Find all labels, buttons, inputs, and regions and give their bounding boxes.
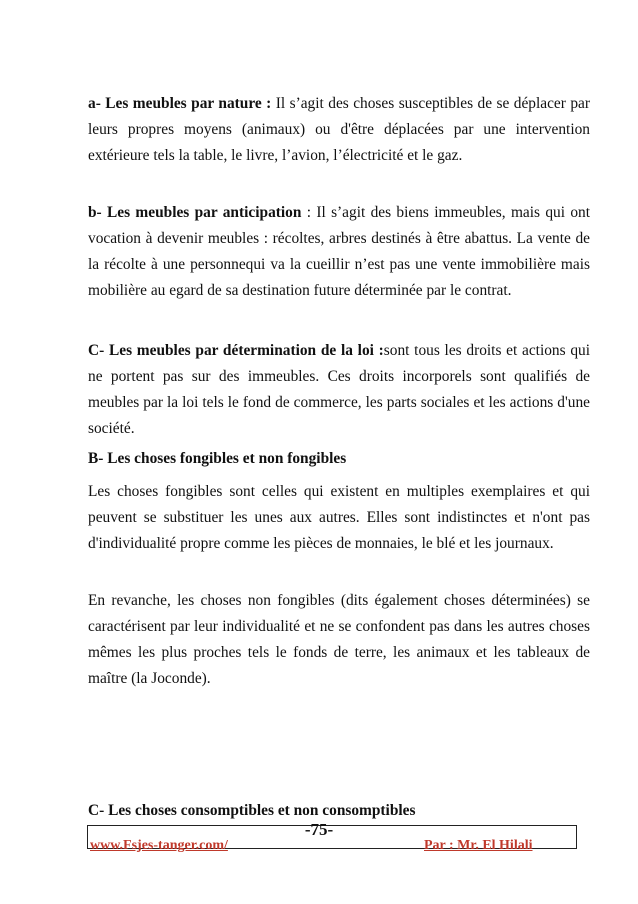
paragraph-text: : Il s’agit des biens immeubles, mais qui ont vocation à devenir meubles : récoltes, arbres destinés à être abattus. La vente de la récolte à une personnequi va la cueillir n’est pas une vente immobilière mais mobilière au egard de sa destination future déterminée par le contrat. — [88, 204, 590, 299]
page-number: -75- — [304, 820, 334, 839]
paragraph-choses-fongibles: Les choses fongibles sont celles qui existent en multiples exemplaires et qui peuvent se substituer les unes aux autres. Elles sont indistinctes et n'ont pas d'individualité propre comme les pièces de monnaies, le blé et les journaux. — [88, 483, 590, 552]
paragraph-meubles-par-anticipation — [88, 200, 590, 304]
section-heading-fongibles: B- Les choses fongibles et non fongibles — [88, 450, 347, 467]
paragraph-text: sont tous les droits et actions qui ne portent pas sur des immeubles. Ces droits incorporels sont qualifiés de meubles par la loi tels le fond de commerce, les parts sociales et les actions d'une société. — [88, 342, 591, 437]
section-heading-consomptibles: C- Les choses consomptibles et non consomptibles — [88, 802, 416, 819]
paragraph-title: b- Les meubles par anticipation — [88, 204, 302, 221]
paragraph-choses-non-fongibles: En revanche, les choses non fongibles (dits également choses déterminées) se caractérisent par leur individualité et ne se confondent pas dans les autres choses mêmes les plus proches tels le fonds de terre, les animaux et les tableaux de maître (la Joconde). — [88, 592, 590, 687]
paragraph-meubles-par-nature — [88, 91, 590, 169]
paragraph-title: C- Les meubles par détermination de la loi : — [88, 342, 384, 359]
paragraph-meubles-par-loi — [88, 338, 590, 442]
paragraph-text: Il s’agit des choses susceptibles de se déplacer par leurs propres moyens (animaux) ou d'être déplacées par une intervention extérieure tels la table, le livre, l’avion, l’électricité et le gaz. — [88, 95, 590, 164]
footer-website-link[interactable]: www.Fsjes-tanger.com/ — [90, 838, 228, 853]
paragraph-title: a- Les meubles par nature : — [88, 95, 272, 112]
footer-author: Par : Mr. El Hilali — [424, 838, 533, 853]
